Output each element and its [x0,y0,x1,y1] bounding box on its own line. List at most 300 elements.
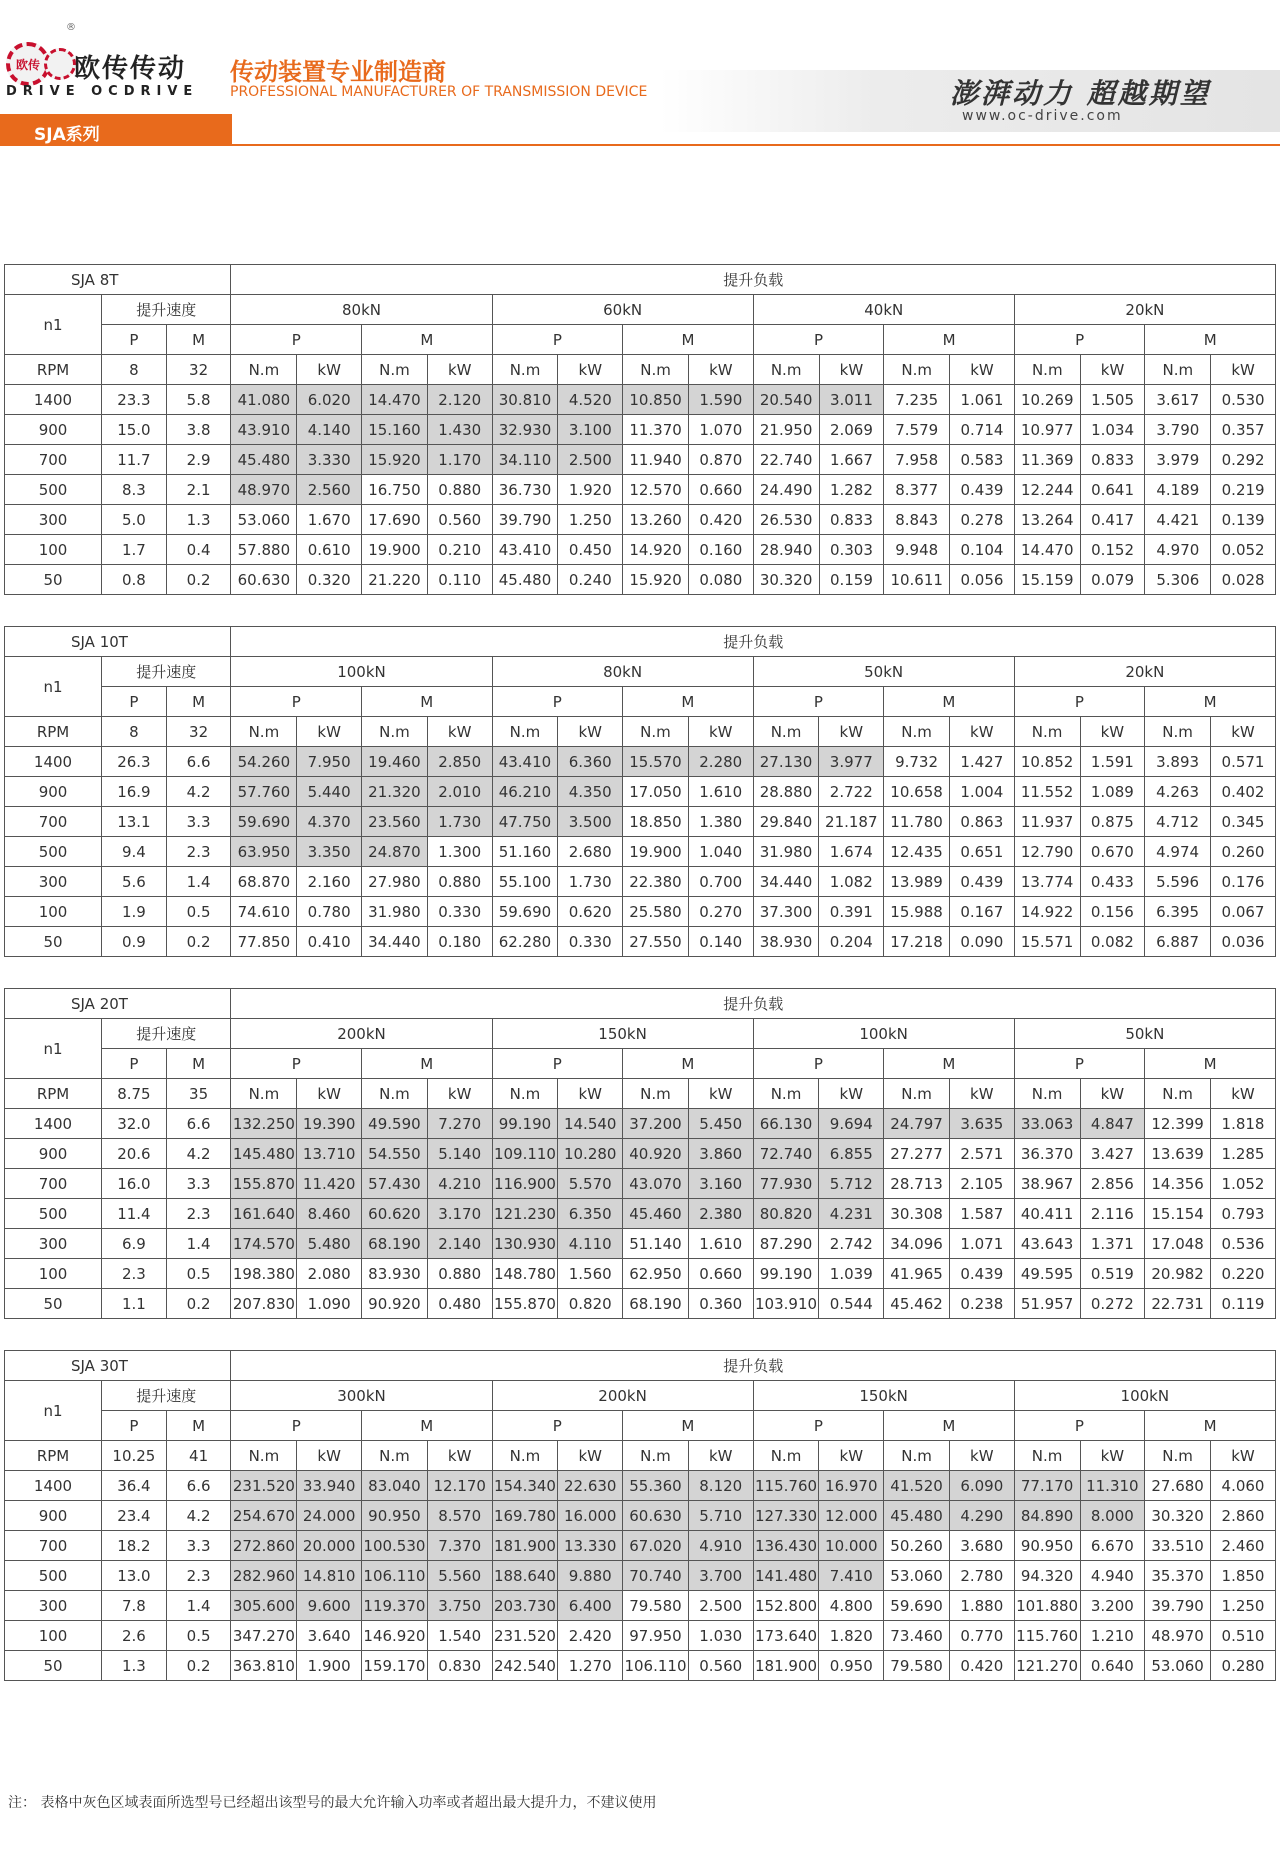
table-cell: 0.330 [558,927,623,957]
table-cell: 11.369 [1014,445,1080,475]
table-cell: 0.080 [689,565,754,595]
unit-kw: kW [297,1079,362,1109]
table-row [5,1621,1276,1651]
table-row [5,867,1276,897]
power-m-header: M [623,687,754,717]
table-cell: 15.571 [1014,927,1080,957]
table-cell: 0.240 [558,565,623,595]
table-cell: 0.391 [819,897,884,927]
table-cell: 0.090 [949,927,1014,957]
table-cell: 51.957 [1014,1289,1080,1319]
unit-kw: kW [1080,717,1145,747]
table-cell: 1.380 [688,807,753,837]
table-cell: 33.063 [1014,1109,1080,1139]
table-cell: 5.712 [819,1169,884,1199]
n1-header: n1 [5,1019,102,1079]
table-cell: 1.040 [688,837,753,867]
table-cell: 2.560 [297,475,362,505]
table-cell: 159.170 [362,1651,428,1681]
table-cell: 68.190 [362,1229,428,1259]
table-cell: 0.056 [950,565,1015,595]
unit-nm: N.m [492,1441,558,1471]
speed-p-value: 1.3 [102,1651,167,1681]
table-cell: 30.320 [753,565,819,595]
table-cell: 19.390 [297,1109,362,1139]
rpm-value: 50 [5,927,102,957]
speed-p-value: 13.0 [102,1561,167,1591]
table-cell: 49.590 [362,1109,428,1139]
load-header: 50kN [753,657,1014,687]
unit-kw: kW [819,1079,884,1109]
speed-m-value: 1.4 [166,1591,231,1621]
table-cell: 4.140 [297,415,362,445]
speed-p-value: 5.0 [102,505,167,535]
table-cell: 43.910 [231,415,297,445]
table-cell: 0.156 [1080,897,1145,927]
rpm-value: 900 [5,1501,102,1531]
table-cell: 1.285 [1211,1139,1276,1169]
table-cell: 1.300 [427,837,492,867]
load-header: 150kN [492,1019,753,1049]
table-cell: 1.850 [1211,1561,1276,1591]
table-cell: 10.850 [623,385,689,415]
power-p-header: P [492,687,623,717]
header-row-units [5,355,1276,385]
table-cell: 79.580 [884,1651,950,1681]
table-cell: 18.850 [623,807,689,837]
table-cell: 106.110 [623,1651,689,1681]
table-cell: 4.421 [1145,505,1211,535]
unit-kw: kW [688,1079,753,1109]
table-cell: 45.480 [884,1501,950,1531]
table-cell: 15.920 [623,565,689,595]
power-m-header: M [362,325,493,355]
table-cell: 0.439 [949,867,1014,897]
speed-p-value: 6.9 [102,1229,167,1259]
table-cell: 84.890 [1014,1501,1080,1531]
table-cell: 94.320 [1014,1561,1080,1591]
ratio-m: 32 [166,355,231,385]
power-p-header: P [753,687,884,717]
table-cell: 5.306 [1145,565,1211,595]
table-cell: 0.560 [688,1651,753,1681]
table-cell: 3.200 [1080,1591,1145,1621]
unit-kw: kW [297,1441,362,1471]
table-cell: 1.610 [688,1229,753,1259]
table-cell: 7.270 [427,1109,492,1139]
table-cell: 115.760 [1014,1621,1080,1651]
table-cell: 1.061 [950,385,1015,415]
table-cell: 0.560 [427,505,492,535]
table-cell: 0.660 [689,475,754,505]
power-m-header: M [623,1049,754,1079]
table-cell: 28.880 [753,777,819,807]
speed-m-value: 0.4 [166,535,231,565]
speed-p-header: P [102,687,167,717]
rpm-value: 1400 [5,1109,102,1139]
table-cell: 99.190 [492,1109,558,1139]
unit-kw: kW [1211,355,1276,385]
speed-m-value: 4.2 [166,1139,231,1169]
unit-nm: N.m [1014,1079,1080,1109]
unit-nm: N.m [231,717,297,747]
table-cell: 2.722 [819,777,884,807]
table-cell: 0.320 [297,565,362,595]
speed-m-header: M [166,1411,231,1441]
logo-english-name: DRIVE OCDRIVE [6,84,199,99]
table-cell: 0.272 [1080,1289,1145,1319]
rpm-value: 100 [5,897,102,927]
power-m-header: M [884,687,1015,717]
speed-m-value: 1.4 [166,1229,231,1259]
table-cell: 39.790 [492,505,558,535]
table-cell: 55.360 [623,1471,689,1501]
table-cell: 27.130 [753,747,819,777]
speed-m-value: 3.8 [166,415,231,445]
rpm-value: 500 [5,1199,102,1229]
unit-nm: N.m [362,1441,428,1471]
power-p-header: P [753,1411,884,1441]
unit-nm: N.m [753,1441,819,1471]
unit-nm: N.m [492,1079,558,1109]
power-p-header: P [1014,1411,1145,1441]
table-cell: 62.950 [623,1259,689,1289]
table-cell: 30.320 [1145,1501,1211,1531]
table-cell: 0.270 [688,897,753,927]
rpm-value: 700 [5,445,102,475]
table-cell: 2.460 [1211,1531,1276,1561]
unit-nm: N.m [1145,1441,1211,1471]
table-cell: 37.300 [753,897,819,927]
table-cell: 1.590 [689,385,754,415]
table-cell: 0.052 [1211,535,1276,565]
table-cell: 22.380 [623,867,689,897]
table-cell: 7.579 [884,415,950,445]
table-cell: 15.570 [623,747,689,777]
rpm-value: 50 [5,1289,102,1319]
table-cell: 13.710 [297,1139,362,1169]
table-cell: 3.617 [1145,385,1211,415]
unit-nm: N.m [362,355,428,385]
ratio-p: 8 [102,717,167,747]
table-cell: 59.690 [231,807,297,837]
table-cell: 14.470 [362,385,428,415]
speed-p-value: 13.1 [102,807,167,837]
unit-nm: N.m [623,1441,689,1471]
table-cell: 0.139 [1211,505,1276,535]
table-cell: 60.620 [362,1199,428,1229]
power-m-header: M [1145,1411,1276,1441]
table-cell: 40.920 [623,1139,689,1169]
table-cell: 8.377 [884,475,950,505]
table-cell: 0.641 [1080,475,1145,505]
table-cell: 48.970 [1145,1621,1211,1651]
rpm-value: 700 [5,1531,102,1561]
speed-p-value: 36.4 [102,1471,167,1501]
table-cell: 3.977 [819,747,884,777]
table-cell: 15.160 [362,415,428,445]
table-cell: 4.110 [558,1229,623,1259]
speed-p-header: P [102,1049,167,1079]
tagline-english: PROFESSIONAL MANUFACTURER OF TRANSMISSION DEVICE [230,84,648,100]
table-cell: 207.830 [231,1289,297,1319]
load-header: 100kN [231,657,492,687]
table-cell: 2.105 [949,1169,1014,1199]
table-cell: 90.950 [362,1501,428,1531]
table-cell: 0.082 [1080,927,1145,957]
table-cell: 0.640 [1080,1651,1145,1681]
table-row [5,1501,1276,1531]
speed-m-value: 0.2 [166,927,231,957]
table-cell: 16.750 [362,475,428,505]
speed-p-value: 32.0 [102,1109,167,1139]
power-p-header: P [231,325,362,355]
rpm-value: 100 [5,535,102,565]
table-cell: 198.380 [231,1259,297,1289]
table-cell: 9.600 [297,1591,362,1621]
rpm-value: 50 [5,565,102,595]
table-cell: 77.930 [753,1169,819,1199]
table-row [5,535,1276,565]
table-cell: 2.160 [297,867,362,897]
rpm-value: 50 [5,1651,102,1681]
ratio-m: 41 [166,1441,231,1471]
power-m-header: M [362,687,493,717]
table-cell: 0.210 [427,535,492,565]
table-cell: 14.920 [623,535,689,565]
table-cell: 0.610 [297,535,362,565]
table-cell: 1.170 [427,445,492,475]
table-cell: 0.292 [1211,445,1276,475]
table-cell: 10.658 [884,777,950,807]
speed-p-value: 2.3 [102,1259,167,1289]
speed-p-value: 0.9 [102,927,167,957]
table-cell: 154.340 [492,1471,558,1501]
unit-kw: kW [819,717,884,747]
table-cell: 45.462 [884,1289,950,1319]
table-cell: 12.399 [1145,1109,1211,1139]
unit-nm: N.m [884,717,950,747]
table-cell: 2.780 [949,1561,1014,1591]
table-cell: 4.263 [1145,777,1211,807]
speed-p-value: 5.6 [102,867,167,897]
table-cell: 103.910 [753,1289,819,1319]
speed-m-header: M [166,1049,231,1079]
table-row [5,1471,1276,1501]
table-cell: 27.277 [884,1139,950,1169]
load-header: 60kN [492,295,753,325]
table-cell: 0.583 [950,445,1015,475]
rpm-value: 1400 [5,747,102,777]
table-cell: 49.595 [1014,1259,1080,1289]
table-cell: 15.154 [1145,1199,1211,1229]
table-cell: 68.190 [623,1289,689,1319]
speed-p-value: 8.3 [102,475,167,505]
unit-nm: N.m [753,1079,819,1109]
unit-nm: N.m [1145,355,1211,385]
table-cell: 6.670 [1080,1531,1145,1561]
table-cell: 87.290 [753,1229,819,1259]
unit-kw: kW [688,717,753,747]
table-cell: 6.395 [1145,897,1211,927]
table-cell: 22.740 [753,445,819,475]
table-cell: 26.530 [753,505,819,535]
table-cell: 7.370 [427,1531,492,1561]
table-cell: 8.843 [884,505,950,535]
table-cell: 37.200 [623,1109,689,1139]
unit-kw: kW [949,717,1014,747]
table-row [5,1139,1276,1169]
table-cell: 0.833 [819,505,884,535]
speed-p-value: 15.0 [102,415,167,445]
table-cell: 0.180 [427,927,492,957]
table-cell: 0.833 [1080,445,1145,475]
table-row [5,1531,1276,1561]
speed-m-value: 6.6 [166,1109,231,1139]
rpm-value: 500 [5,837,102,867]
table-cell: 115.760 [753,1471,819,1501]
table-cell: 41.965 [884,1259,950,1289]
table-cell: 3.680 [949,1531,1014,1561]
table-cell: 17.218 [884,927,950,957]
table-cell: 21.320 [362,777,428,807]
power-m-header: M [1145,325,1276,355]
table-cell: 1.071 [949,1229,1014,1259]
power-m-header: M [884,1411,1015,1441]
table-cell: 53.060 [884,1561,950,1591]
table-cell: 31.980 [362,897,428,927]
speed-m-header: M [166,687,231,717]
speed-p-value: 26.3 [102,747,167,777]
table-cell: 1.818 [1211,1109,1276,1139]
load-header: 200kN [492,1381,753,1411]
header-row-loads [5,1381,1276,1411]
table-cell: 4.847 [1080,1109,1145,1139]
load-header: 200kN [231,1019,492,1049]
table-cell: 3.100 [558,415,623,445]
table-cell: 9.694 [819,1109,884,1139]
header-row-loads [5,295,1276,325]
unit-nm: N.m [492,717,558,747]
header-row-loads [5,657,1276,687]
table-cell: 34.440 [753,867,819,897]
table-cell: 0.480 [427,1289,492,1319]
rpm-value: 100 [5,1621,102,1651]
table-row [5,565,1276,595]
table-cell: 73.460 [884,1621,950,1651]
table-cell: 2.420 [558,1621,623,1651]
table-cell: 36.370 [1014,1139,1080,1169]
table-cell: 14.540 [558,1109,623,1139]
table-cell: 0.793 [1211,1199,1276,1229]
website-link[interactable]: www.oc-drive.com [962,108,1123,124]
logo-small-gear-icon [44,48,76,80]
speed-m-value: 4.2 [166,777,231,807]
table-cell: 54.260 [231,747,297,777]
table-cell: 14.810 [297,1561,362,1591]
table-cell: 3.330 [297,445,362,475]
table-cell: 14.356 [1145,1169,1211,1199]
unit-kw: kW [297,355,362,385]
lift-speed-header: 提升速度 [102,1381,231,1411]
table-cell: 0.530 [1211,385,1276,415]
table-cell: 12.000 [819,1501,884,1531]
table-cell: 5.596 [1145,867,1211,897]
power-m-header: M [884,1049,1015,1079]
lift-speed-header: 提升速度 [102,657,231,687]
rpm-value: 900 [5,1139,102,1169]
table-cell: 24.490 [753,475,819,505]
table-row [5,777,1276,807]
unit-nm: N.m [623,717,689,747]
table-cell: 40.411 [1014,1199,1080,1229]
page-header [0,0,1280,150]
table-cell: 2.080 [297,1259,362,1289]
table-cell: 0.830 [427,1651,492,1681]
ratio-p: 8 [102,355,167,385]
table-cell: 8.000 [1080,1501,1145,1531]
table-cell: 155.870 [492,1289,558,1319]
header-row-units [5,1079,1276,1109]
ratio-p: 10.25 [102,1441,167,1471]
table-cell: 0.660 [688,1259,753,1289]
table-cell: 1.250 [1211,1591,1276,1621]
table-cell: 43.410 [492,747,558,777]
speed-p-value: 1.1 [102,1289,167,1319]
table-cell: 48.970 [231,475,297,505]
power-p-header: P [1014,1049,1145,1079]
power-p-header: P [492,1411,623,1441]
rpm-value: 300 [5,1229,102,1259]
table-cell: 12.244 [1014,475,1080,505]
table-cell: 1.052 [1211,1169,1276,1199]
speed-p-value: 11.7 [102,445,167,475]
table-cell: 0.402 [1211,777,1276,807]
table-row [5,1561,1276,1591]
table-cell: 1.587 [949,1199,1014,1229]
table-cell: 3.700 [688,1561,753,1591]
spec-table [4,988,1276,1319]
table-cell: 16.970 [819,1471,884,1501]
speed-p-header: P [102,325,167,355]
unit-kw: kW [1211,1441,1276,1471]
table-cell: 77.170 [1014,1471,1080,1501]
table-cell: 0.863 [949,807,1014,837]
table-cell: 4.060 [1211,1471,1276,1501]
unit-nm: N.m [1145,717,1211,747]
table-row [5,1109,1276,1139]
unit-kw: kW [558,1441,623,1471]
table-cell: 12.790 [1014,837,1080,867]
table-cell: 57.760 [231,777,297,807]
table-cell: 1.427 [949,747,1014,777]
table-cell: 1.030 [688,1621,753,1651]
speed-m-value: 6.6 [166,747,231,777]
table-cell: 174.570 [231,1229,297,1259]
table-cell: 11.937 [1014,807,1080,837]
speed-p-value: 9.4 [102,837,167,867]
table-cell: 305.600 [231,1591,297,1621]
table-cell: 0.330 [427,897,492,927]
load-header: 20kN [1014,657,1275,687]
load-header: 150kN [753,1381,1014,1411]
unit-nm: N.m [884,355,950,385]
table-cell: 4.520 [558,385,623,415]
rpm-value: 1400 [5,385,102,415]
table-row [5,837,1276,867]
table-row [5,1169,1276,1199]
table-cell: 4.910 [688,1531,753,1561]
